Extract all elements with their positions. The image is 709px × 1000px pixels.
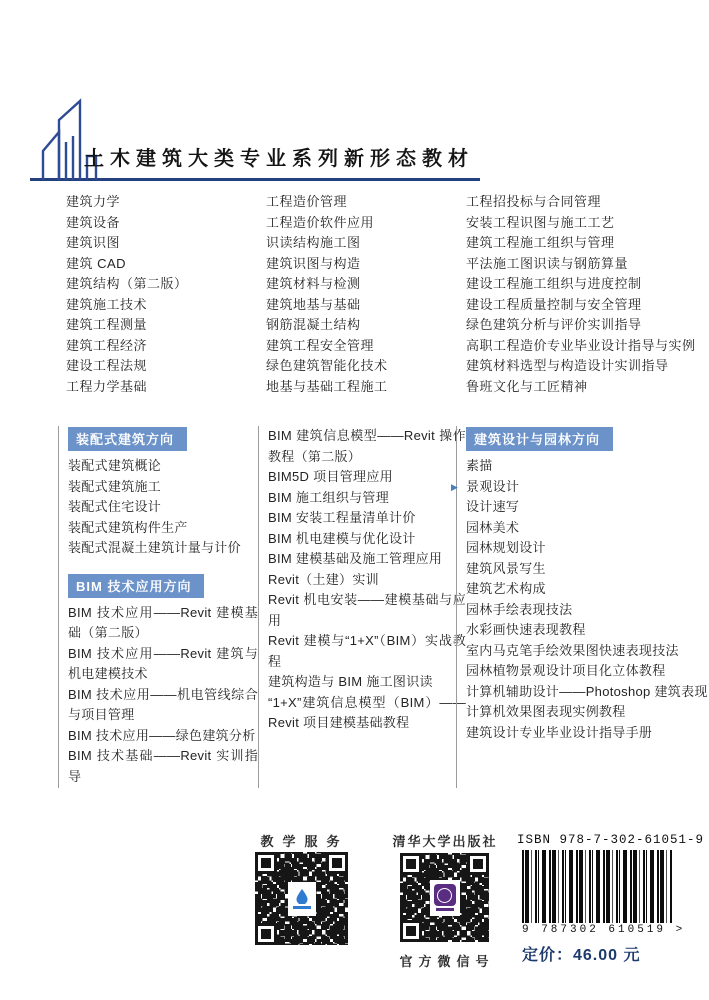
book-title: BIM 机电建模与优化设计: [268, 530, 416, 546]
book-title: 建设工程施工组织与进度控制: [466, 276, 642, 291]
current-book-marker-icon: ▶: [451, 481, 459, 492]
barcode: [522, 850, 672, 923]
column-bim-books: [258, 426, 466, 788]
book-title: 建筑材料与检测: [266, 276, 361, 291]
book-title: 园林规划设计: [466, 540, 546, 555]
book-title: Revit（土建）实训: [268, 571, 379, 587]
book-title: 计算机辅助设计——Photoshop 建筑表现: [466, 683, 708, 699]
book-title: 建筑工程经济: [66, 337, 148, 353]
book-title: 装配式建筑施工: [68, 478, 162, 494]
qr-finder-icon: [326, 852, 348, 874]
book-list-general-col1: [66, 192, 266, 397]
book-title: 建设工程法规: [66, 358, 148, 373]
book-title: 水彩画快速表现教程: [466, 622, 586, 637]
press-wechat-qr-code: [398, 851, 491, 944]
qr-finder-icon: [255, 923, 277, 945]
section-header-design-garden: 建筑设计与园林方向: [466, 427, 613, 451]
book-title: 设计速写: [466, 499, 520, 514]
book-title: BIM 技术应用——Revit 建模基础（第二版）: [68, 604, 258, 640]
book-title: 平法施工图识读与钢筋算量: [466, 255, 629, 271]
column-assembly-and-bim: [58, 426, 258, 788]
book-title: 建设工程质量控制与安全管理: [466, 296, 642, 312]
book-list-bim-direction: [68, 603, 258, 788]
series-header: [30, 94, 480, 181]
wechat-account-label: 官方微信号: [399, 954, 495, 969]
qr-finder-icon: [400, 853, 422, 875]
book-title: 建筑工程安全管理: [266, 337, 375, 353]
barcode-digits: 9 787302 610519 >: [522, 924, 686, 936]
teaching-service-qr-code: [253, 850, 350, 947]
book-title: 装配式建筑构件生产: [68, 519, 188, 535]
book-title: 建筑工程施工组织与管理: [466, 235, 615, 250]
book-title: 建筑识图: [66, 235, 121, 250]
book-list-assembly: [68, 456, 258, 559]
book-title: ▶ 景观设计: [466, 477, 709, 498]
book-list-design-garden: [451, 456, 709, 743]
book-list-general-col3: [466, 192, 709, 397]
book-title: 鲁班文化与工匠精神: [466, 378, 588, 394]
book-title: BIM 建模基础及施工管理应用: [268, 551, 443, 566]
book-title: BIM 技术基础——Revit 实训指导: [68, 748, 258, 784]
tsinghua-university-logo-icon: [430, 880, 460, 916]
book-title: 建筑地基与基础: [266, 296, 361, 312]
book-title: 建筑结构（第二版）: [66, 276, 188, 291]
book-title: 园林美术: [466, 519, 520, 535]
book-title: 建筑构造与 BIM 施工图识读: [268, 674, 433, 689]
book-title: 建筑力学: [66, 194, 121, 209]
book-title: Revit 建模与“1+X”（BIM）实战教程: [268, 633, 466, 669]
book-title: 安装工程识图与施工工艺: [466, 214, 615, 230]
book-title: 高职工程造价专业毕业设计指导与实例: [466, 337, 696, 353]
section-header-assembly: 装配式建筑方向: [68, 427, 187, 451]
book-title: 建筑 CAD: [66, 255, 127, 271]
section-header-bim-direction: BIM 技术应用方向: [68, 574, 204, 598]
book-title: 建筑材料选型与构造设计实训指导: [466, 358, 669, 373]
book-title: BIM 施工组织与管理: [268, 489, 390, 505]
book-list-general-col2: [266, 192, 466, 397]
press-label: 清华大学出版社: [392, 834, 498, 849]
book-title: BIM 技术应用——Revit 建筑与机电建模技术: [68, 645, 258, 681]
book-title: BIM 建筑信息模型——Revit 操作教程（第二版）: [268, 428, 466, 464]
book-list-bim: [268, 426, 466, 734]
book-title: 工程力学基础: [66, 378, 148, 394]
waterdrop-logo-icon: [288, 882, 316, 916]
book-title: 建筑工程测量: [66, 317, 148, 332]
book-title: 室内马克笔手绘效果图快速表现技法: [466, 642, 679, 658]
book-title: 装配式住宅设计: [68, 499, 162, 514]
price-text: 定价：46.00 元: [522, 947, 641, 964]
book-title: 装配式混凝土建筑计量与计价: [68, 540, 241, 555]
book-title: 工程造价软件应用: [266, 214, 375, 230]
book-title: 建筑艺术构成: [466, 581, 546, 596]
book-title: BIM5D 项目管理应用: [268, 469, 393, 484]
book-title: 工程招投标与合同管理: [466, 194, 602, 209]
book-title: BIM 技术应用——机电管线综合与项目管理: [68, 686, 258, 722]
qr-finder-icon: [400, 920, 422, 942]
teaching-service-label: 教学服务: [260, 834, 349, 849]
book-title: 素描: [466, 458, 493, 473]
book-title: 园林手绘表现技法: [466, 601, 573, 617]
book-title: 建筑设备: [66, 214, 121, 230]
book-title: 绿色建筑智能化技术: [266, 358, 388, 373]
series-title: 土木建筑大类专业系列新形态教材: [84, 148, 474, 170]
book-title: BIM 安装工程量清单计价: [268, 510, 416, 525]
book-title: 建筑设计专业毕业设计指导手册: [466, 724, 653, 740]
book-title: 建筑识图与构造: [266, 255, 361, 271]
qr-finder-icon: [467, 853, 489, 875]
book-title: 园林植物景观设计项目化立体教程: [466, 663, 666, 678]
book-title: “1+X”建筑信息模型（BIM）——Revit 项目建模基础教程: [268, 694, 466, 730]
book-title: 建筑风景写生: [466, 560, 546, 576]
book-title: 地基与基础工程施工: [266, 378, 388, 394]
isbn-text: ISBN 978-7-302-61051-9: [517, 833, 705, 847]
book-title: 钢筋混凝土结构: [266, 317, 361, 332]
book-title: Revit 机电安装——建模基础与应用: [268, 592, 466, 628]
book-title: 工程造价管理: [266, 194, 348, 209]
column-design-garden: [451, 426, 709, 788]
book-title: 装配式建筑概论: [68, 458, 162, 473]
book-title: 绿色建筑分析与评价实训指导: [466, 317, 642, 332]
book-title: 计算机效果图表现实例教程: [466, 704, 626, 719]
book-title: BIM 技术应用——绿色建筑分析: [68, 727, 256, 743]
book-title: 建筑施工技术: [66, 296, 148, 312]
qr-finder-icon: [255, 852, 277, 874]
book-title: 识读结构施工图: [266, 235, 361, 250]
